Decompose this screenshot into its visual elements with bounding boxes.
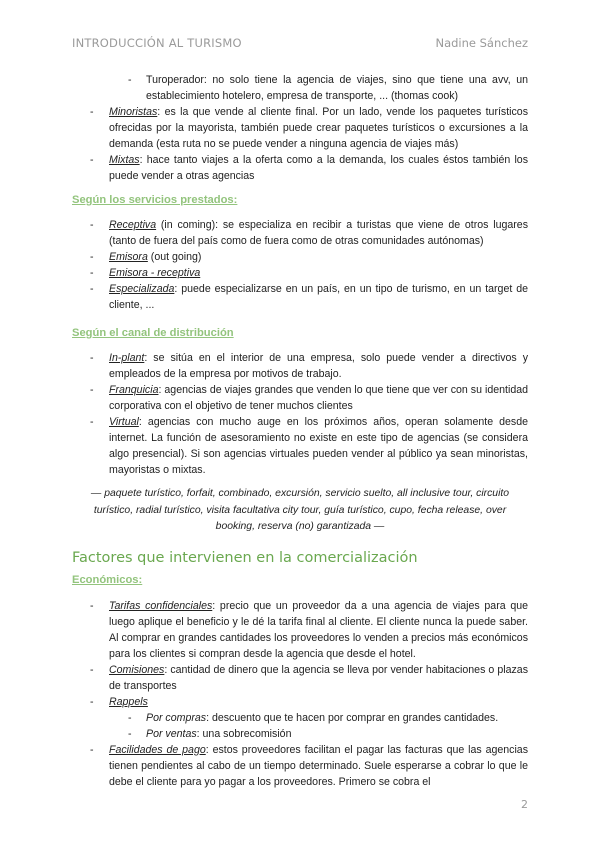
header-title: INTRODUCCIÓN AL TURISMO	[72, 36, 242, 50]
page-number: 2	[521, 798, 528, 811]
list-item-turoperador: - Turoperador: no solo tiene la agencia de viajes, sino que tiene una avv, un establecimiento hotelero, empresa de transporte, ... (thomas cook)	[128, 74, 528, 102]
term-rappels: Rappels	[109, 695, 148, 708]
term-inplant: In-plant	[109, 352, 145, 364]
list-item-tarifas: - Tarifas confidenciales: precio que un proveedor da a una agencia de viajes para que luego aplique el beneficio y le dé la tarifa final al cliente. El cliente nunca la puede saber. Al comprar en grandes cantidades los proveedores lo venden a precios más económicos para los clientes si compran desde la agencia que desde el hotel.	[90, 599, 529, 660]
heading-servicios: Según los servicios prestados:	[72, 194, 238, 206]
heading-economicos: Económicos:	[72, 573, 143, 586]
list-item-virtual: - Virtual: agencias con mucho auge en los próximos años, operan solamente desde internet. La función de asesoramiento no existe en este tipo de agencias (se considera algo presencial). Si son agencias virtuales pueden vender al público ya sean minoristas, mayoristas o mixtas.	[90, 416, 528, 476]
term-virtual: Virtual	[109, 416, 139, 428]
term-franquicia: Franquicia	[109, 384, 159, 396]
term-mixtas: Mixtas	[109, 154, 140, 166]
term-emisora-receptiva: Emisora - receptiva	[109, 267, 201, 279]
header-author: Nadine Sánchez	[435, 36, 528, 50]
term-facilidades: Facilidades de pago	[109, 743, 206, 756]
term-por-ventas: Por ventas	[146, 727, 197, 740]
term-minoristas: Minoristas	[109, 106, 158, 118]
list-item-por-compras: - Por compras: descuento que te hacen por comprar en grandes cantidades.	[128, 711, 499, 724]
term-receptiva: Receptiva	[109, 219, 157, 231]
list-item-rappels: - Rappels	[90, 695, 148, 708]
list-item-emisora-receptiva: - Emisora - receptiva	[90, 267, 201, 279]
heading-canal: Según el canal de distribución	[72, 327, 234, 339]
list-item-especializada: - Especializada: puede especializarse en un país, en un tipo de turismo, en un target de cliente, ...	[90, 283, 528, 311]
vocabulary-quote: — paquete turístico, forfait, combinado, excursión, servicio suelto, all inclusive tour, circuito turístico, radial turístico, visita facultativa city tour, guía turístico, cupo, fecha release, over booking, reserva (no) garantizada —	[90, 488, 510, 532]
term-por-compras: Por compras	[146, 711, 207, 724]
term-tarifas: Tarifas confidenciales	[109, 599, 213, 612]
list-item-emisora: - Emisora (out going)	[90, 251, 202, 263]
term-emisora: Emisora	[109, 251, 148, 263]
list-item-por-ventas: - Por ventas: una sobrecomisión	[128, 727, 292, 740]
list-item-mixtas: - Mixtas: hace tanto viajes a la oferta como a la demanda, los cuales éstos también los puede vender a otras agencias	[90, 154, 528, 182]
heading-factores: Factores que intervienen en la comercialización	[72, 549, 418, 566]
list-item-facilidades: - Facilidades de pago: estos proveedores facilitan el pagar las facturas que las agencias tienen pendientes al cabo de un tiempo determinado. Suele esperarse a cobrar lo que le debe el cliente para yo pagar a los proveedores. Primero se cobra el	[90, 743, 528, 788]
list-item-receptiva: - Receptiva (in coming): se especializa en recibir a turistas que viene de otros lugares (tanto de fuera del país como de fuera como de otras comunidades autónomas)	[90, 219, 528, 247]
list-item-inplant: - In-plant: se sitúa en el interior de una empresa, solo puede vender a directivos y empleados de la empresa por motivos de trabajo.	[90, 352, 528, 380]
term-especializada: Especializada	[109, 283, 175, 295]
list-item-minoristas: - Minoristas: es la que vende al cliente final. Por un lado, vende los paquetes turísticos ofrecidas por la mayorista, también puede crear paquetes turísticos o excursiones a la demanda (esta ruta no se puede vender a ninguna agencia de viajes más)	[90, 106, 528, 150]
page-content	[72, 72, 528, 790]
term-comisiones: Comisiones	[109, 663, 165, 676]
list-item-franquicia: - Franquicia: agencias de viajes grandes que venden lo que tiene que ver con su identidad corporativa con el objetivo de tener muchos clientes	[90, 384, 528, 412]
list-item-comisiones: - Comisiones: cantidad de dinero que la agencia se lleva por vender habitaciones o plazas de transportes	[90, 663, 528, 692]
page-header	[72, 36, 528, 52]
